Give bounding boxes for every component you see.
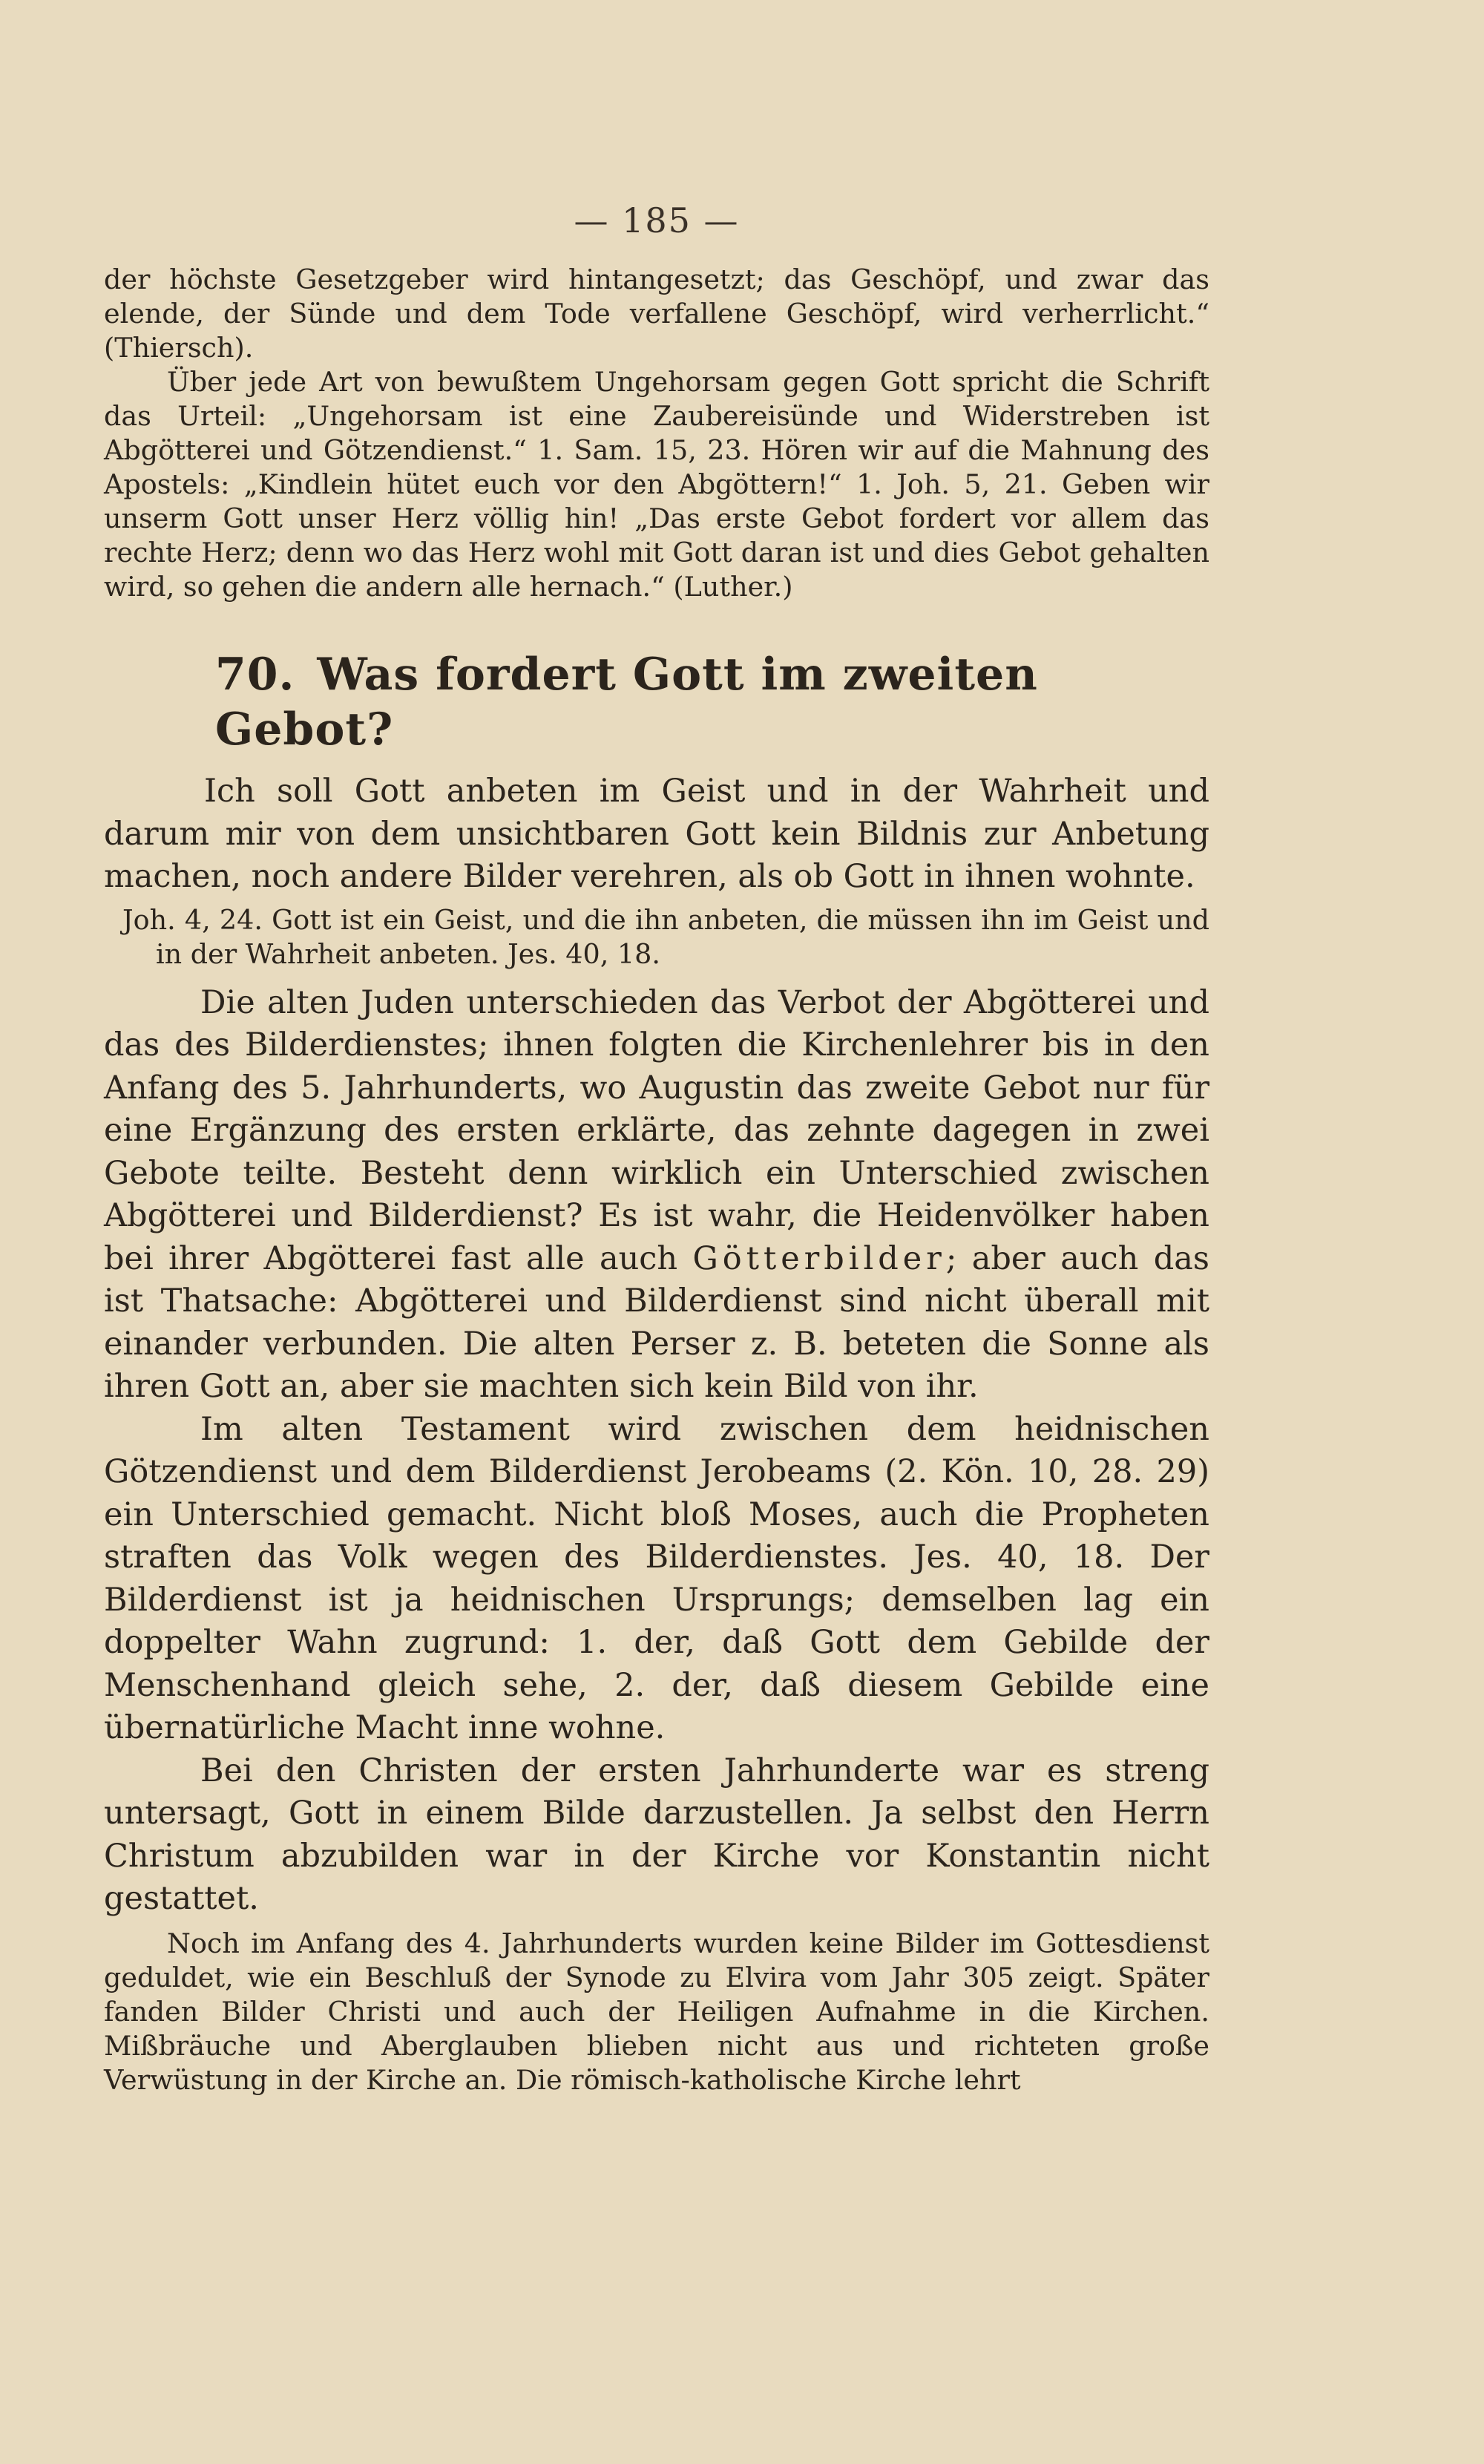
page-number: — 185 —	[574, 200, 740, 240]
body-paragraph-1-part-a: Die alten Juden unterschieden das Verbot der Abgötterei und das des Bilderdienstes; ihnen folgten die Kirchenlehrer bis in den Anfang des 5. Jahrhunderts, wo Augustin das zweite Gebot nur für eine Ergänzung des ersten erklärte, das zehnte dagegen in zwei Gebote teilte. Besteht denn wirklich ein Unterschied zwischen Abgötterei und Bilderdienst? Es ist wahr, die Heidenvölker haben bei ihrer Abgötterei fast alle auch	[104, 983, 1209, 1277]
body-paragraph-1-spaced-word: Götterbilder	[692, 1239, 946, 1277]
page-content	[104, 200, 1209, 2097]
body-paragraph-1	[104, 982, 1209, 1409]
intro-continuation: der höchste Gesetzgeber wird hintangesetzt; das Geschöpf, und zwar das elende, der Sünde und dem Tode verfallene Geschöpf, wird verherrlicht.“ (Thiersch).	[104, 263, 1209, 364]
footnote-paragraph: Noch im Anfang des 4. Jahrhunderts wurden keine Bilder im Gottesdienst geduldet, wie ein Beschluß der Synode zu Elvira vom Jahr 305 zeigt. Später fanden Bilder Christi und auch der Heiligen Aufnahme in die Kirchen. Mißbräuche und Aberglauben blieben nicht aus und richteten große Verwüstung in der Kirche an. Die römisch-katholische Kirche lehrt	[104, 1927, 1209, 2096]
intro-paragraph: Über jede Art von bewußtem Ungehorsam gegen Gott spricht die Schrift das Urteil: „Ungehorsam ist eine Zaubereisünde und Widerstreben ist Abgötterei und Götzendienst.“ 1. Sam. 15, 23. Hören wir auf die Mahnung des Apostels: „Kindlein hütet euch vor den Abgöttern!“ 1. Joh. 5, 21. Geben wir unserm Gott unser Herz völlig hin! „Das erste Gebot fordert vor allem das rechte Herz; denn wo das Herz wohl mit Gott daran ist und dies Gebot gehalten wird, so gehen die andern alle hernach.“ (Luther.)	[104, 366, 1209, 603]
body-paragraph-3: Bei den Christen der ersten Jahrhunderte war es streng untersagt, Gott in einem Bilde darzustellen. Ja selbst den Herrn Christum abzubilden war in der Kirche vor Konstantin nicht gestattet.	[104, 1752, 1209, 1917]
question-text: Was fordert Gott im zweiten Gebot?	[215, 649, 1038, 756]
answer-text: Ich soll Gott anbeten im Geist und in der Wahrheit und darum mir von dem unsichtbaren Gott kein Bildnis zur Anbetung machen, noch andere Bilder verehren, als ob Gott in ihnen wohnte.	[104, 773, 1209, 895]
body-paragraph-2: Im alten Testament wird zwischen dem heidnischen Götzendienst und dem Bilderdienst Jerobeams (2. Kön. 10, 28. 29) ein Unterschied gemacht. Nicht bloß Moses, auch die Propheten straften das Volk wegen des Bilderdienstes. Jes. 40, 18. Der Bilderdienst ist ja heidnischen Ursprungs; demselben lag ein doppelter Wahn zugrund: 1. der, daß Gott dem Gebilde der Menschenhand gleich sehe, 2. der, daß diesem Gebilde eine übernatürliche Macht inne wohne.	[104, 1410, 1209, 1746]
question-number: 70.	[215, 649, 295, 701]
scripture-references: Joh. 4, 24. Gott ist ein Geist, und die ihn anbeten, die müssen ihn im Geist und in der Wahrheit anbeten. Jes. 40, 18.	[122, 903, 1209, 970]
question-heading	[104, 647, 1209, 757]
body-paragraph-1-part-b: ; aber auch das ist Thatsache: Abgötterei und Bilderdienst sind nicht überall mit einander verbunden. Die alten Perser z. B. beteten die Sonne als ihren Gott an, aber sie machten sich kein Bild von ihr.	[104, 1239, 1209, 1405]
